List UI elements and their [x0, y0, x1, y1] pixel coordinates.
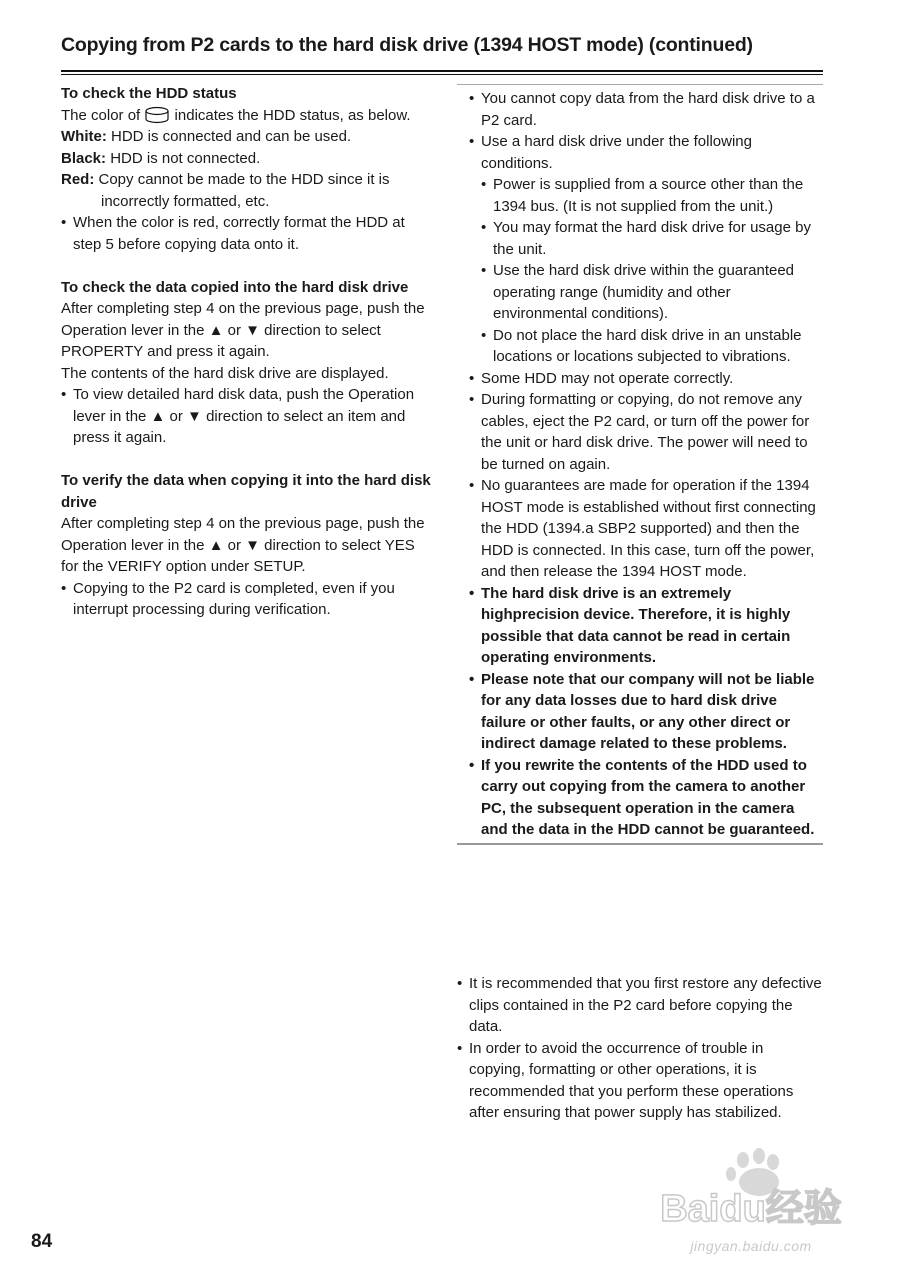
list-item: • Use the hard disk drive within the guaranteed operating range (humidity and other environmental conditions). — [481, 262, 795, 322]
section-heading: To verify the data when copying it into the hard disk drive — [61, 472, 431, 511]
list-item: • Use a hard disk drive under the following conditions. — [469, 133, 752, 172]
hdd-status-notes — [61, 212, 436, 255]
recommendation-list — [457, 973, 823, 1124]
section-hdd-status — [61, 83, 436, 255]
hdd-status-intro: The color of indicates the HDD status, as below. — [61, 106, 411, 124]
conditions-list — [457, 174, 823, 368]
list-item: • To view detailed hard disk data, push the Operation lever in the ▲ or ▼ direction to select an item and press it again. — [61, 386, 415, 446]
baidu-paw-logo-icon — [651, 1146, 851, 1236]
bullet-glyph: • — [61, 214, 67, 231]
list-item: • It is recommended that you first restore any defective clips contained in the P2 card before copying the data. — [457, 975, 822, 1035]
bullet-glyph: • — [481, 219, 487, 236]
watermark-brand: Baidu经验 — [660, 1188, 842, 1230]
list-item: • In order to avoid the occurrence of trouble in copying, formatting or other operations, it is recommended that you perform these operations after ensuring that power supply has stabilized. — [457, 1039, 794, 1121]
page-number: 84 — [31, 1231, 53, 1252]
list-item: • During formatting or copying, do not remove any cables, eject the P2 card, or turn off the power for the unit or hard disk drive. The power will need to be turned on again. — [469, 391, 810, 473]
bullet-glyph: • — [457, 975, 463, 992]
list-item: • Please note that our company will not be liable for any data losses due to hard disk drive failure or other faults, or any other direct or indirect damage related to these problems. — [469, 670, 815, 752]
bullet-glyph: • — [469, 670, 475, 688]
status-white: White: HDD is connected and can be used. — [61, 128, 352, 145]
list-item: • You may format the hard disk drive for usage by the unit. — [481, 219, 811, 258]
bullet-glyph: • — [481, 176, 487, 193]
bullet-glyph: • — [469, 369, 475, 387]
caution-box — [457, 84, 823, 845]
page-title: Copying from P2 cards to the hard disk drive (1394 HOST mode) (continued) — [61, 34, 753, 56]
baidu-watermark — [640, 1146, 862, 1270]
verify-notes — [61, 578, 436, 621]
bullet-glyph: • — [469, 477, 475, 494]
caution-list — [457, 88, 823, 174]
list-item: • The hard disk drive is an extremely highprecision device. Therefore, it is highly possible that data cannot be read in certain operating environments. — [469, 584, 791, 666]
hdd-icon — [144, 106, 170, 124]
bullet-glyph: • — [469, 756, 475, 774]
list-item: • Power is supplied from a source other than the 1394 bus. (It is not supplied from the unit.) — [481, 176, 804, 215]
bullet-glyph: • — [469, 584, 475, 602]
recommendations — [457, 973, 823, 1124]
section-heading: To check the HDD status — [61, 85, 237, 102]
bullet-glyph: • — [481, 326, 487, 344]
bullet-glyph: • — [469, 391, 475, 408]
list-item: • You cannot copy data from the hard disk drive to a P2 card. — [469, 90, 815, 129]
title-rule-thin — [61, 74, 823, 75]
bullet-glyph: • — [457, 1039, 463, 1057]
left-column — [61, 83, 436, 642]
bullet-glyph: • — [469, 133, 475, 150]
status-black: Black: HDD is not connected. — [61, 149, 261, 167]
title-rule-thick — [61, 70, 823, 72]
section-check-copied — [61, 277, 436, 449]
section-verify — [61, 470, 436, 621]
section-heading: To check the data copied into the hard disk drive — [61, 278, 409, 296]
list-item: • Copying to the P2 card is completed, even if you interrupt processing during verification. — [61, 579, 395, 618]
paragraph: The contents of the hard disk drive are displayed. — [61, 364, 389, 382]
bullet-glyph: • — [61, 579, 67, 597]
caution-list-continued — [457, 368, 823, 841]
check-copied-notes — [61, 384, 436, 449]
bullet-glyph: • — [481, 262, 487, 279]
list-item: • No guarantees are made for operation if the 1394 HOST mode is established without first connecting the HDD (1394.a SBP2 supported) and then the HDD is connected. In this case, turn off the power, and then release the 1394 HOST mode. — [469, 477, 816, 580]
list-item: • When the color is red, correctly format the HDD at step 5 before copying data onto it. — [61, 214, 405, 253]
list-item: • Some HDD may not operate correctly. — [457, 368, 823, 390]
bullet-glyph: • — [61, 386, 67, 403]
watermark-url: jingyan.baidu.com — [690, 1238, 812, 1254]
list-item: • Do not place the hard disk drive in an unstable locations or locations subjected to vibrations. — [481, 326, 802, 365]
status-red: Red: Copy cannot be made to the HDD since it is incorrectly formatted, etc. — [61, 171, 390, 210]
paragraph: After completing step 4 on the previous page, push the Operation lever in the ▲ or ▼ direction to select YES for the VERIFY option under SETUP. — [61, 515, 425, 575]
list-item: • If you rewrite the contents of the HDD used to carry out copying from the camera to another PC, the subsequent operation in the camera and the data in the HDD cannot be guaranteed. — [469, 756, 815, 838]
bullet-glyph: • — [469, 90, 475, 107]
paragraph: After completing step 4 on the previous page, push the Operation lever in the ▲ or ▼ direction to select PROPERTY and press it again. — [61, 300, 425, 360]
